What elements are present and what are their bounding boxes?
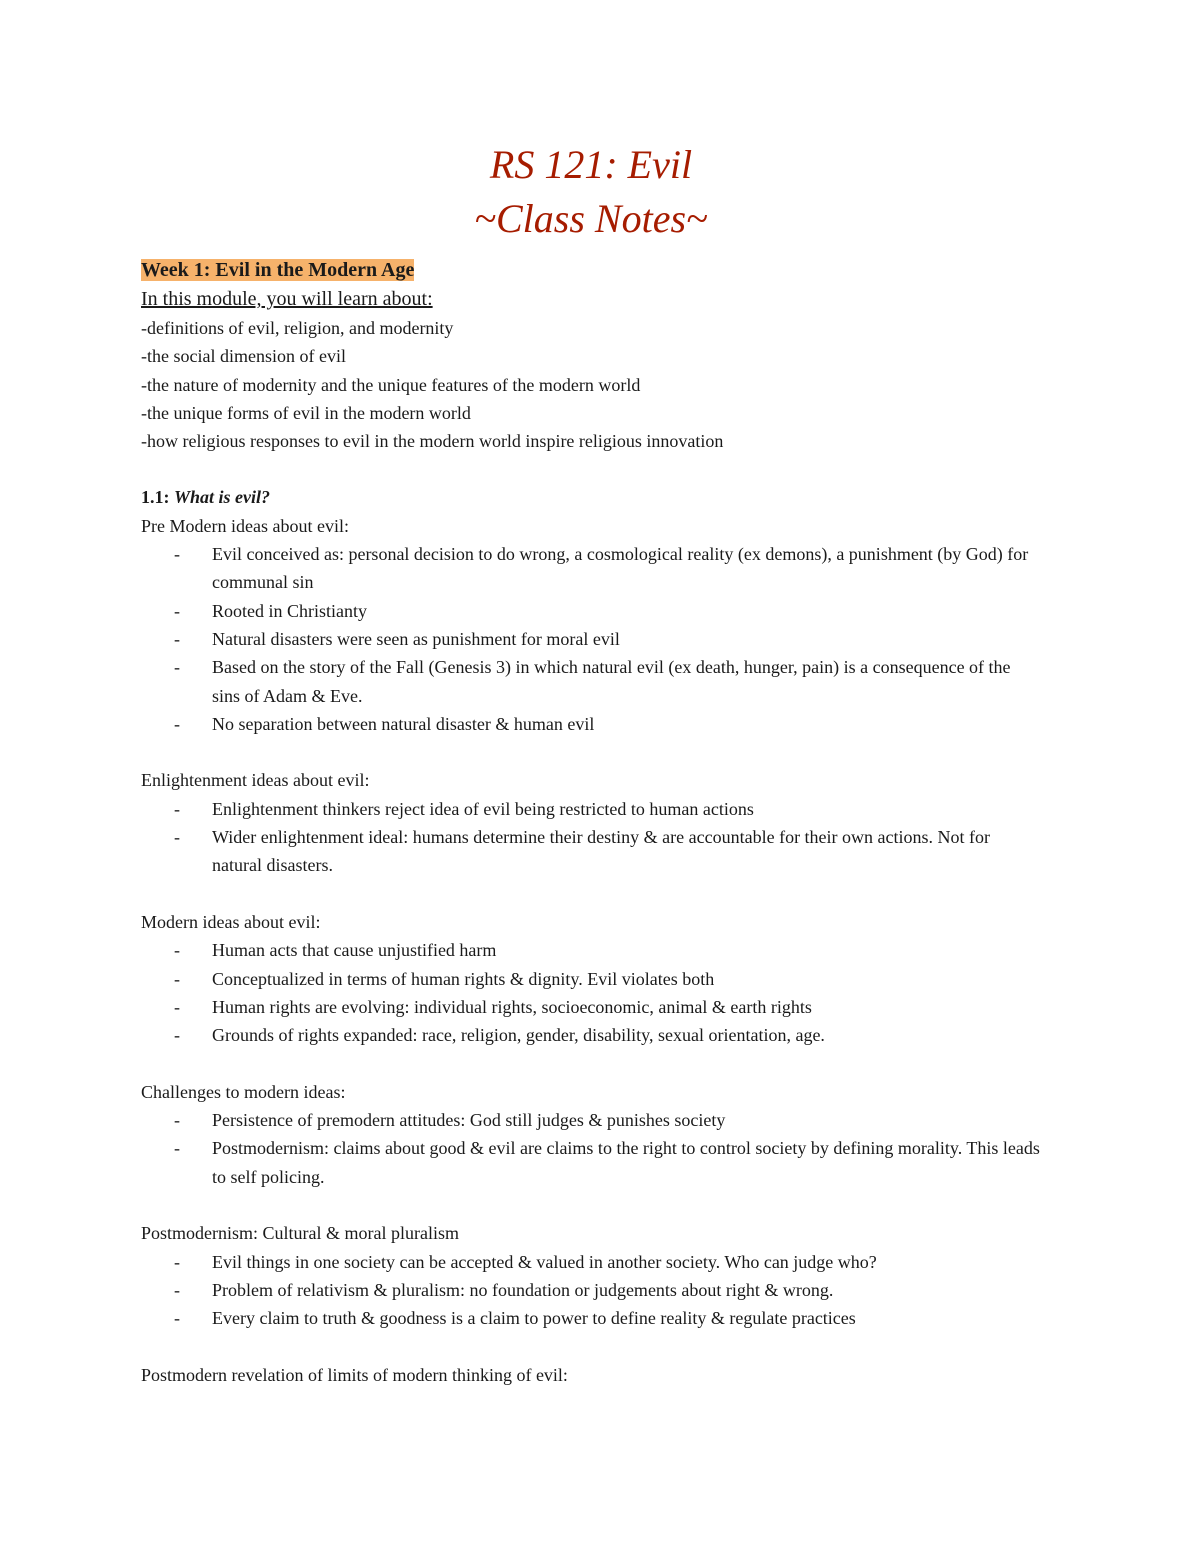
list-item: - Every claim to truth & goodness is a claim to power to define reality & regulate practices — [141, 1304, 1041, 1332]
section-title: What is evil? — [174, 487, 271, 508]
group-label-postmodernism: Postmodernism: Cultural & moral pluralism — [141, 1223, 459, 1244]
objective-item: -the nature of modernity and the unique features of the modern world — [141, 374, 641, 395]
list-modern — [141, 936, 1041, 1049]
section-number: 1.1: — [141, 487, 170, 508]
list-premodern — [141, 540, 1041, 738]
group-label-challenges: Challenges to modern ideas: — [141, 1081, 346, 1102]
list-item: - Rooted in Christianty — [141, 597, 1041, 625]
list-item: - Based on the story of the Fall (Genesis 3) in which natural evil (ex death, hunger, pain) is a consequence of the sins of Adam & Eve. — [141, 653, 1041, 710]
document-title: RS 121: Evil — [489, 142, 693, 187]
list-item: - Natural disasters were seen as punishment for moral evil — [141, 625, 1041, 653]
section-heading — [141, 483, 1041, 511]
week-heading-text: Week 1: Evil in the Modern Age — [141, 259, 415, 281]
list-item: - No separation between natural disaster & human evil — [141, 710, 1041, 738]
list-item: - Postmodernism: claims about good & evil are claims to the right to control society by defining morality. This leads to self policing. — [141, 1134, 1041, 1191]
document-subtitle: ~Class Notes~ — [474, 196, 708, 241]
week-heading — [141, 256, 1041, 284]
list-item: - Problem of relativism & pluralism: no foundation or judgements about right & wrong. — [141, 1276, 1041, 1304]
objective-item: -definitions of evil, religion, and modernity — [141, 318, 454, 338]
objectives-list — [141, 314, 1041, 455]
group-label-limits: Postmodern revelation of limits of modern thinking of evil: — [141, 1364, 568, 1385]
objective-item: -how religious responses to evil in the modern world inspire religious innovation — [141, 431, 724, 452]
list-item: - Evil conceived as: personal decision to do wrong, a cosmological reality (ex demons), a punishment (by God) for communal sin — [141, 540, 1041, 597]
list-item: - Grounds of rights expanded: race, religion, gender, disability, sexual orientation, age. — [141, 1021, 1041, 1049]
list-item: - Enlightenment thinkers reject idea of evil being restricted to human actions — [141, 795, 1041, 823]
objective-item: -the unique forms of evil in the modern world — [141, 402, 471, 423]
list-item: - Evil things in one society can be accepted & valued in another society. Who can judge who? — [141, 1248, 1041, 1276]
list-item: - Persistence of premodern attitudes: God still judges & punishes society — [141, 1106, 1041, 1134]
list-postmodernism — [141, 1248, 1041, 1333]
document-page — [141, 138, 1041, 1389]
list-item: - Human rights are evolving: individual rights, socioeconomic, animal & earth rights — [141, 993, 1041, 1021]
list-item: - Human acts that cause unjustified harm — [141, 936, 1041, 964]
group-label-enlightenment: Enlightenment ideas about evil: — [141, 770, 370, 791]
list-item: - Conceptualized in terms of human rights & dignity. Evil violates both — [141, 965, 1041, 993]
list-enlightenment — [141, 795, 1041, 880]
list-challenges — [141, 1106, 1041, 1191]
objective-item: -the social dimension of evil — [141, 346, 346, 367]
list-item: - Wider enlightenment ideal: humans determine their destiny & are accountable for their own actions. Not for natural disasters. — [141, 823, 1041, 880]
group-label-premodern: Pre Modern ideas about evil: — [141, 515, 349, 536]
module-intro: In this module, you will learn about: — [141, 288, 433, 310]
group-label-modern: Modern ideas about evil: — [141, 911, 321, 932]
